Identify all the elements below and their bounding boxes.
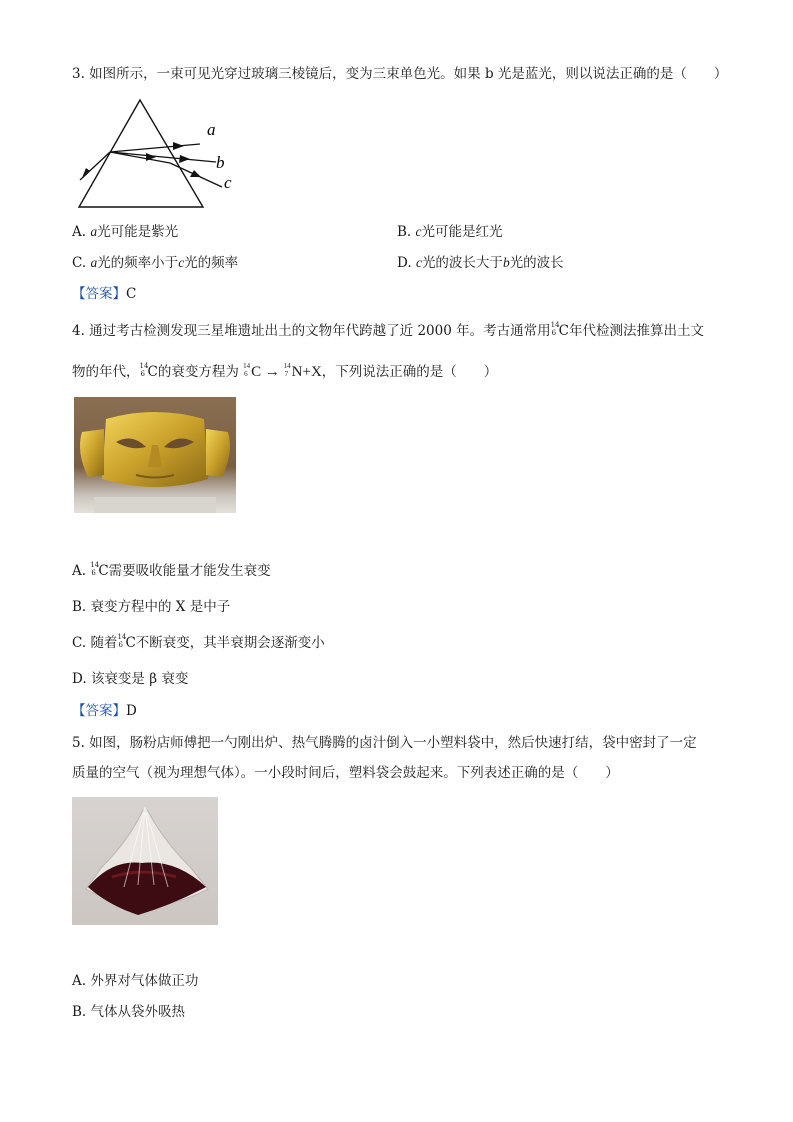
ray-b [110,152,216,162]
answer-value: D [126,703,137,719]
q3-answer [72,284,136,304]
answer-value: C [126,286,137,302]
q4-option-a: A. 14 6 C需要吸收能量才能发生衰变 [72,561,271,579]
mask-ear-left [80,429,104,477]
ray-a [110,144,200,152]
q3-option-a: A. a光可能是紫光 [72,224,179,240]
answer-tag: 【答案】 [72,286,126,302]
q3-option-c: C. a光的频率小于c光的频率 [72,255,239,271]
gold-mask-photo [74,397,236,513]
label-c: c [224,173,232,192]
q3-option-d: D. c光的波长大于b光的波长 [397,255,564,271]
mask-stand [94,497,216,513]
question-3-stem: 3. 如图所示，一束可见光穿过玻璃三棱镜后，变为三束单色光。如果 b 光是蓝光，则以说法正确的是（ ） [72,66,728,82]
decay-equation: 14 6 C → 14 7 N+X [243,362,322,380]
q4-answer [72,701,137,721]
question-4-stem-line1: 4. 通过考古检测发现三星堆遗址出土的文物年代跨越了近 2000 年。考古通常用 14 6 C年代检测法推算出土文 [72,321,704,339]
q4-option-c: C. 随着 14 6 C不断衰变，其半衰期会逐渐变小 [72,633,325,651]
label-a: a [207,120,216,139]
isotope-notation: 14 6 [550,321,560,337]
prism-diagram [70,95,250,215]
arrow-b [179,155,190,163]
question-5-stem-line1: 5. 如图，肠粉店师傅把一勺刚出炉、热气腾腾的卤汁倒入一小塑料袋中，然后快速打结，袋中密封了一定 [72,735,697,751]
gold-mask-illustration [74,397,236,513]
isotope-notation: 14 6 [139,362,149,378]
q4-option-d: D. 该衰变是 β 衰变 [72,671,189,687]
q5-option-a: A. 外界对气体做正功 [72,973,199,989]
mask-ear-right [206,429,230,477]
answer-tag: 【答案】 [72,703,126,719]
label-b: b [216,153,225,172]
ray-c [110,152,170,163]
question-5-stem-line2: 质量的空气（视为理想气体）。一小段时间后，塑料袋会鼓起来。下列表述正确的是（ ） [72,765,619,781]
plastic-bag-illustration [72,797,218,925]
q5-option-b: B. 气体从袋外吸热 [72,1004,186,1020]
q3-option-b: B. c光可能是红光 [397,224,503,240]
q4-option-b: B. 衰变方程中的 X 是中子 [72,599,231,615]
prism-triangle [79,100,203,207]
question-4-stem-line2: 物的年代， 14 6 C的衰变方程为 14 6 C → 14 7 N+X，下列说法正确的是（ ） [72,362,498,380]
incident-arrow [82,168,90,178]
arrow-a [173,142,184,150]
plastic-bag-photo [72,797,218,925]
